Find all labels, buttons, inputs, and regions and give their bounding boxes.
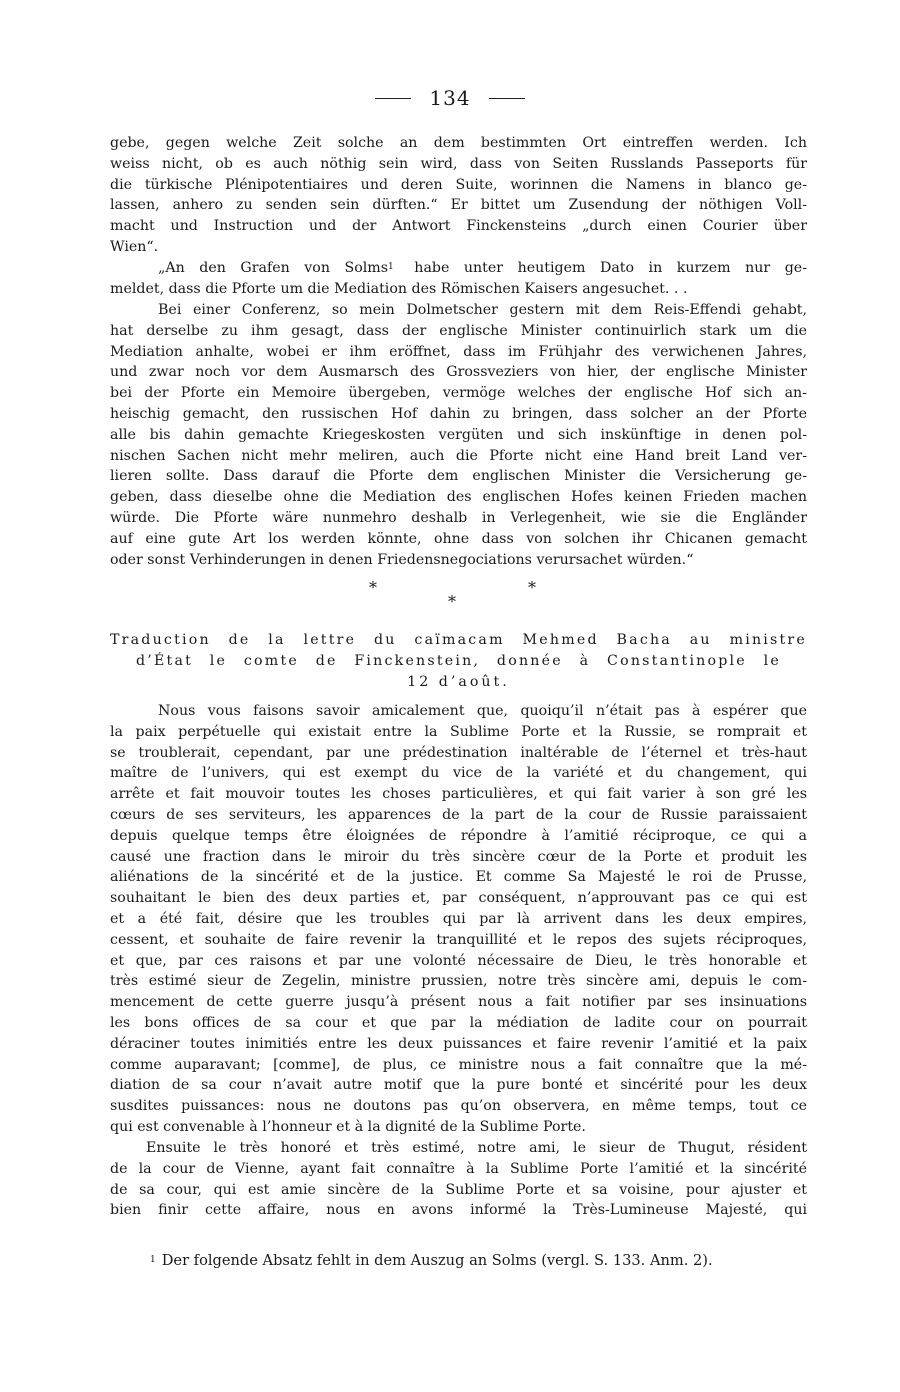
text-line: mencement de cette guerre jusqu’à présent nous a fait notifier par ses insinuations bbox=[110, 994, 807, 1011]
text-line: Wien“. bbox=[110, 238, 159, 255]
text-line: oder sonst Verhinderungen in denen Friedensnegociations verursachet würden.“ bbox=[110, 551, 694, 568]
text-line: lassen, anhero zu senden sein dürften.“ Er bittet um Zusendung der nöthigen Voll- bbox=[110, 197, 807, 214]
text-line: meldet, dass die Pforte um die Mediation des Römischen Kaisers angesuchet. . . bbox=[110, 280, 688, 297]
text-line: et a été fait, désire que les troubles qui par là arrivent dans les deux empires, bbox=[110, 910, 807, 927]
text-line: heischig gemacht, den russischen Hof dahin zu bringen, dass solcher an der Pforte bbox=[110, 405, 807, 422]
text-line: Nous vous faisons savoir amicalement que, quoiqu’il n’était pas à espérer que bbox=[158, 703, 807, 719]
asterisk: * bbox=[369, 578, 377, 597]
text-segment: habe unter heutigem Dato in kurzem nur ge- bbox=[399, 260, 807, 276]
page-number: 134 bbox=[429, 86, 471, 110]
text-line: qui est convenable à l’honneur et à la dignité de la Sublime Porte. bbox=[110, 1118, 586, 1135]
section-title bbox=[110, 630, 807, 692]
header-rule-right bbox=[489, 98, 525, 99]
title-line: d’État le comte de Finckenstein, donnée à Constantinople le bbox=[136, 652, 781, 669]
text-line: geben, dass dieselbe ohne die Mediation des englischen Hofes keinen Frieden machen bbox=[110, 489, 807, 506]
page-header bbox=[0, 86, 900, 110]
title-line: 12 d’août. bbox=[407, 673, 510, 690]
text-line: Bei einer Conferenz, so mein Dolmetscher gestern mit dem Reis-Effendi gehabt, bbox=[158, 302, 807, 318]
text-line: alle bis dahin gemachte Kriegeskosten vergüten und sich inskünftige in denen pol- bbox=[110, 426, 807, 443]
text-line: weiss nicht, ob es auch nöthig sein wird, dass von Seiten Russlands Passeports für bbox=[110, 155, 807, 172]
text-line: très estimé sieur de Zegelin, ministre prussien, notre très sincère ami, depuis le com- bbox=[110, 973, 807, 990]
text-line: arrête et fait mouvoir toutes les choses particulières, et qui fait varier à son gré les bbox=[110, 786, 807, 803]
text-line: bien finir cette affaire, nous en avons informé la Très-Lumineuse Majesté, qui bbox=[110, 1202, 807, 1219]
text-line: causé une fraction dans le miroir du très sincère cœur de la Porte et produit les bbox=[110, 848, 807, 865]
text-line: de la cour de Vienne, ayant fait connaître à la Sublime Porte l’amitié et la sincérité bbox=[110, 1160, 807, 1177]
text-line: la paix perpétuelle qui existait entre la Sublime Porte et la Russie, se romprait et bbox=[110, 723, 807, 740]
text-line: diation de sa cour n’avait autre motif que la pure bonté et sincérité pour les deux bbox=[110, 1077, 807, 1094]
footnote-text: Der folgende Absatz fehlt in dem Auszug an Solms (vergl. S. 133. Anm. 2). bbox=[161, 1252, 713, 1269]
text-line: souhaitant le bien des deux parties et, par conséquent, n’approuvant pas ce qui est bbox=[110, 890, 807, 907]
asterisk: * bbox=[528, 578, 536, 597]
text-segment: „An den Grafen von Solms bbox=[158, 260, 389, 276]
text-line: et que, par ces raisons et par une volonté nécessaire de Dieu, le très honorable et bbox=[110, 952, 807, 969]
text-line: Mediation anhalte, wobei er ihm eröffnet, dass im Frühjahr des verwichenen Jahres, bbox=[110, 343, 807, 360]
text-line: les bons offices de sa cour et que par la médiation de ladite cour on pourrait bbox=[110, 1014, 807, 1031]
text-line: depuis quelque temps être éloignées de répondre à l’amitié réciproque, ce qui a bbox=[110, 827, 807, 844]
text-line: lieren sollte. Dass darauf die Pforte dem englischen Minister die Versicherung ge- bbox=[110, 468, 807, 485]
header-rule-left bbox=[375, 98, 411, 99]
text-line: gebe, gegen welche Zeit solche an dem bestimmten Ort eintreffen werden. Ich bbox=[110, 135, 807, 151]
text-line: und zwar noch vor dem Ausmarsch des Grossveziers von hier, der englische Minister bbox=[110, 364, 807, 381]
text-line: auf eine gute Art los werden könnte, ohne dass von solchen ihr Chicanen gemacht bbox=[110, 530, 807, 547]
text-line: die türkische Plénipotentiaires und deren Suite, worinnen die Namens in blanco ge- bbox=[110, 176, 807, 193]
text-line: de sa cour, qui est amie sincère de la Sublime Porte et sa voisine, pour ajuster et bbox=[110, 1181, 807, 1198]
footnote-reference: 1 bbox=[388, 262, 394, 272]
paragraph-continuation bbox=[110, 133, 807, 258]
footnote bbox=[150, 1251, 713, 1271]
text-line: se troublerait, cependant, par une prédestination inaltérable de l’éternel et très-haut bbox=[110, 744, 807, 761]
text-line bbox=[110, 258, 807, 279]
text-line: cessent, et souhaite de faire revenir la tranquillité et le repos des sujets réciproques, bbox=[110, 931, 807, 948]
text-line: cœurs de ses serviteurs, les apparences de la part de la cour de Russie paraissaient bbox=[110, 806, 807, 823]
text-line: würde. Die Pforte wäre nunmehro deshalb in Verlegenheit, wie sie die Engländer bbox=[110, 509, 807, 526]
text-line: comme auparavant; [comme], de plus, ce ministre nous a fait connaître que la mé- bbox=[110, 1056, 807, 1073]
paragraph-letter bbox=[110, 701, 807, 1138]
text-line: Ensuite le très honoré et très estimé, notre ami, le sieur de Thugut, résident bbox=[146, 1140, 807, 1156]
paragraph-conference bbox=[110, 300, 807, 570]
text-line: aliénations de la sincérité et de la justice. Et comme Sa Majesté le roi de Prusse, bbox=[110, 869, 807, 886]
paragraph-solms bbox=[110, 258, 807, 300]
title-line: Traduction de la lettre du caïmacam Mehmed Bacha au ministre bbox=[110, 632, 807, 648]
footnote-mark: 1 bbox=[150, 1255, 156, 1265]
text-line: bei der Pforte ein Memoire übergeben, vermöge welches der englische Hof sich an- bbox=[110, 385, 807, 402]
text-line: maître de l’univers, qui est exempt du vice de la variété et du changement, qui bbox=[110, 765, 807, 782]
paragraph-thugut bbox=[110, 1138, 807, 1221]
text-line: nischen Sachen nicht mehr meliren, auch die Pforte nicht eine Hand breit Land ver- bbox=[110, 447, 807, 464]
text-line: macht und Instruction und der Antwort Finckensteins „durch einen Courier über bbox=[110, 218, 807, 235]
text-line: susdites puissances: nous ne doutons pas qu’on observera, en même temps, tout ce bbox=[110, 1098, 807, 1115]
text-line: déraciner toutes inimitiés entre les deux puissances et faire revenir l’amitié et la paix bbox=[110, 1035, 807, 1052]
asterisk: * bbox=[448, 592, 456, 611]
text-line: hat derselbe zu ihm gesagt, dass der englische Minister continuirlich stark um die bbox=[110, 322, 807, 339]
